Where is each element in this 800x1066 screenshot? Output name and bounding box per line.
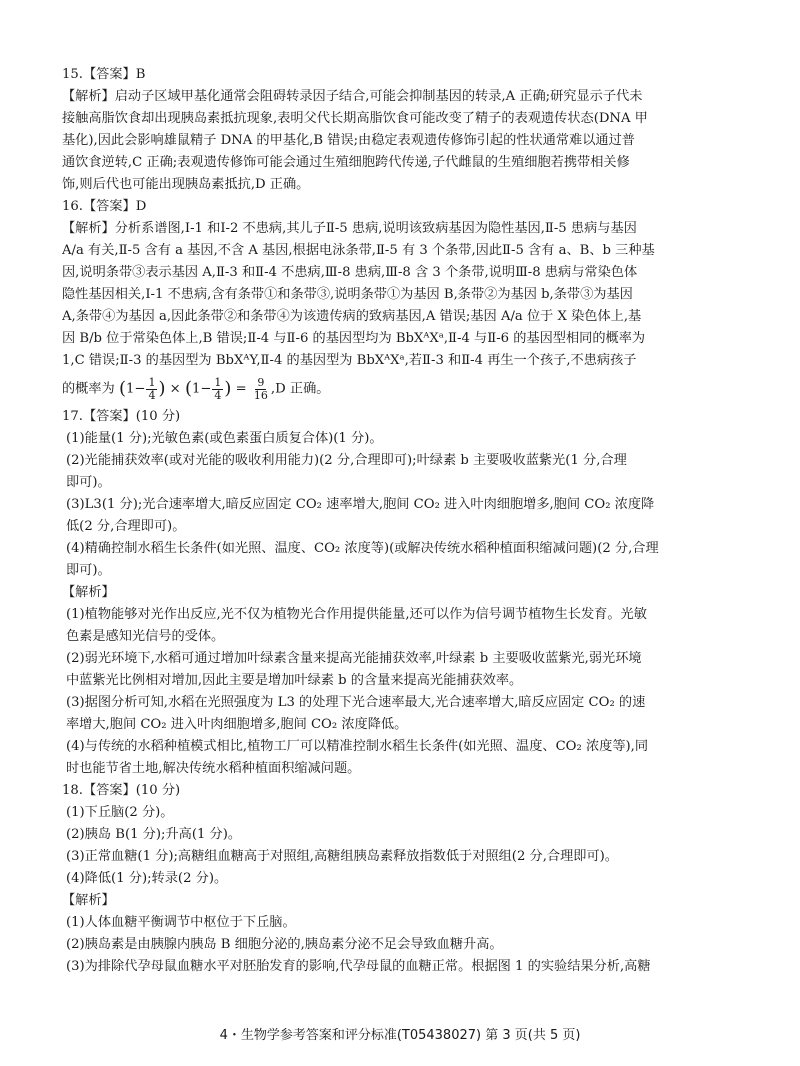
- question-16: [62, 196, 742, 406]
- q17-analysis-line: (4)与传统的水稻种植模式相比,植物工厂可以精准控制水稻生长条件(如光照、温度、CO₂ 浓度等),同: [66, 739, 649, 754]
- fraction-numerator: 9: [257, 375, 265, 389]
- q16-line: 隐性基因相关,Ⅰ-1 不患病,含有条带①和条带③,说明条带①为基因 B,条带②为基因 b,条带③为基因: [62, 287, 633, 302]
- page-footer: 4・生物学参考答案和评分标准(T05438027) 第 3 页(共 5 页): [219, 1028, 581, 1043]
- q16-line: 因 B/b 位于常染色体上,B 错误;Ⅱ-4 与Ⅱ-6 的基因型均为 BbXᴬXᵃ,Ⅱ-4 与Ⅱ-6 的基因型相同的概率为: [62, 331, 646, 346]
- q17-answer-line: (1)能量(1 分);光敏色素(或色素蛋白质复合体)(1 分)。: [66, 431, 383, 446]
- fraction-numerator: 1: [214, 375, 222, 389]
- q16-line: A,条带④为基因 a,因此条带②和条带④为该遗传病的致病基因,A 错误;基因 A/a 位于 X 染色体上,基: [62, 309, 642, 324]
- q17-answer-line: (4)精确控制水稻生长条件(如光照、温度、CO₂ 浓度等)(或解决传统水稻种植面积缩减问题)(2 分,合理: [66, 541, 659, 556]
- fraction-denominator: 4: [148, 388, 156, 402]
- equals-sign: =: [235, 381, 247, 397]
- q15-line: 基化),因此会影响雄鼠精子 DNA 的甲基化,B 错误;由稳定表观遗传修饰引起的性状通常难以通过普: [62, 133, 635, 148]
- q17-analysis-line: 时也能节省土地,解决传统水稻种植面积缩减问题。: [66, 761, 361, 776]
- fraction-int: 1−: [191, 381, 212, 397]
- q18-analysis-heading: 【解析】: [62, 893, 115, 908]
- formula-suffix: ,D 正确。: [270, 381, 330, 397]
- q16-probability-formula: [62, 372, 742, 406]
- q15-line: 【解析】启动子区域甲基化通常会阻碍转录因子结合,可能会抑制基因的转录,A 正确;研究显示子代未: [62, 89, 643, 104]
- q16-line: 【解析】分析系谱图,Ⅰ-1 和Ⅰ-2 不患病,其儿子Ⅱ-5 患病,说明该致病基因为隐性基因,Ⅱ-5 患病与基因: [62, 221, 637, 236]
- q18-analysis-line: (1)人体血糖平衡调节中枢位于下丘脑。: [66, 915, 296, 930]
- document-body: [62, 64, 742, 978]
- question-17: [62, 406, 742, 780]
- q17-answer-line: 即可)。: [66, 563, 111, 578]
- question-18: [62, 780, 742, 978]
- fraction-nine-sixteenths: [252, 377, 270, 402]
- q17-analysis-line: (2)弱光环境下,水稻可通过增加叶绿素含量来提高光能捕获效率,叶绿素 b 主要吸收蓝紫光,弱光环境: [66, 651, 642, 666]
- formula-prefix: 的概率为: [62, 381, 115, 397]
- q18-analysis-line: (2)胰岛素是由胰腺内胰岛 B 细胞分泌的,胰岛素分泌不足会导致血糖升高。: [66, 937, 503, 952]
- left-paren: (: [118, 378, 126, 399]
- q18-analysis-line: (3)为排除代孕母鼠血糖水平对胚胎发育的影响,代孕母鼠的血糖正常。根据图 1 的实验结果分析,高糖: [66, 959, 651, 974]
- q18-answer-line: (1)下丘脑(2 分)。: [66, 805, 174, 820]
- fraction-int: 1−: [125, 381, 146, 397]
- question-15: [62, 64, 742, 196]
- q16-line: 因,说明条带③表示基因 A,Ⅱ-3 和Ⅱ-4 不患病,Ⅲ-8 患病,Ⅲ-8 含 3 个条带,说明Ⅲ-8 患病与常染色体: [62, 265, 638, 280]
- q17-answer-line: 低(2 分,合理即可)。: [66, 519, 186, 534]
- q15-line: 通饮食逆转,C 正确;表观遗传修饰可能会通过生殖细胞跨代传递,子代雌鼠的生殖细胞若携带相关修: [62, 155, 630, 170]
- q17-analysis-heading: 【解析】: [62, 585, 115, 600]
- times-sign: ×: [169, 381, 181, 397]
- q17-analysis-line: 中蓝紫光比例相对增加,因此主要是增加叶绿素 b 的含量来提高光能捕获效率。: [66, 673, 523, 688]
- q17-analysis-line: (1)植物能够对光作出反应,光不仅为植物光合作用提供能量,还可以作为信号调节植物生长发育。光敏: [66, 607, 647, 622]
- q18-answer-line: (2)胰岛 B(1 分);升高(1 分)。: [66, 827, 242, 842]
- q17-answer-line: (3)L3(1 分);光合速率增大,暗反应固定 CO₂ 速率增大,胞间 CO₂ 进入叶肉细胞增多,胞间 CO₂ 浓度降: [66, 497, 655, 512]
- q16-line: 1,C 错误;Ⅱ-3 的基因型为 BbXᴬY,Ⅱ-4 的基因型为 BbXᴬXᵃ,若Ⅱ-3 和Ⅱ-4 再生一个孩子,不患病孩子: [62, 353, 637, 368]
- left-paren: (: [184, 378, 192, 399]
- right-paren: ): [224, 378, 232, 399]
- q17-analysis-line: (3)据图分析可知,水稻在光照强度为 L3 的处理下光合速率最大,光合速率增大,暗反应固定 CO₂ 的速: [66, 695, 646, 710]
- q16-line: A/a 有关,Ⅱ-5 含有 a 基因,不含 A 基因,根据电泳条带,Ⅱ-5 有 3 个条带,因此Ⅱ-5 含有 a、B、b 三种基: [62, 243, 655, 258]
- fraction-one-quarter: [212, 377, 223, 402]
- fraction-denominator: 4: [214, 388, 222, 402]
- q15-line: 接触高脂饮食却出现胰岛素抵抗现象,表明父代长期高脂饮食可能改变了精子的表观遗传状态(DNA 甲: [62, 111, 648, 126]
- q16-answer: 16.【答案】D: [62, 199, 147, 214]
- q17-answer-line: (2)光能捕获效率(或对光能的吸收利用能力)(2 分,合理即可);叶绿素 b 主要吸收蓝紫光(1 分,合理: [66, 453, 627, 468]
- q18-answer-line: (4)降低(1 分);转录(2 分)。: [66, 871, 228, 886]
- q17-answer-line: 即可)。: [66, 475, 111, 490]
- fraction-numerator: 1: [148, 375, 156, 389]
- fraction-one-quarter: [146, 377, 157, 402]
- q18-answer-line: (3)正常血糖(1 分);高糖组血糖高于对照组,高糖组胰岛素释放指数低于对照组(2 分,合理即可)。: [66, 849, 618, 864]
- q17-analysis-line: 色素是感知光信号的受体。: [66, 629, 225, 644]
- q15-line: 饰,则后代也可能出现胰岛素抵抗,D 正确。: [62, 177, 310, 192]
- q15-answer: 15.【答案】B: [62, 67, 146, 82]
- q17-analysis-line: 率增大,胞间 CO₂ 进入叶肉细胞增多,胞间 CO₂ 浓度降低。: [66, 717, 408, 732]
- fraction-denominator: 16: [253, 388, 268, 402]
- q17-answer: 17.【答案】(10 分): [62, 409, 181, 424]
- right-paren: ): [158, 378, 166, 399]
- q18-answer: 18.【答案】(10 分): [62, 783, 181, 798]
